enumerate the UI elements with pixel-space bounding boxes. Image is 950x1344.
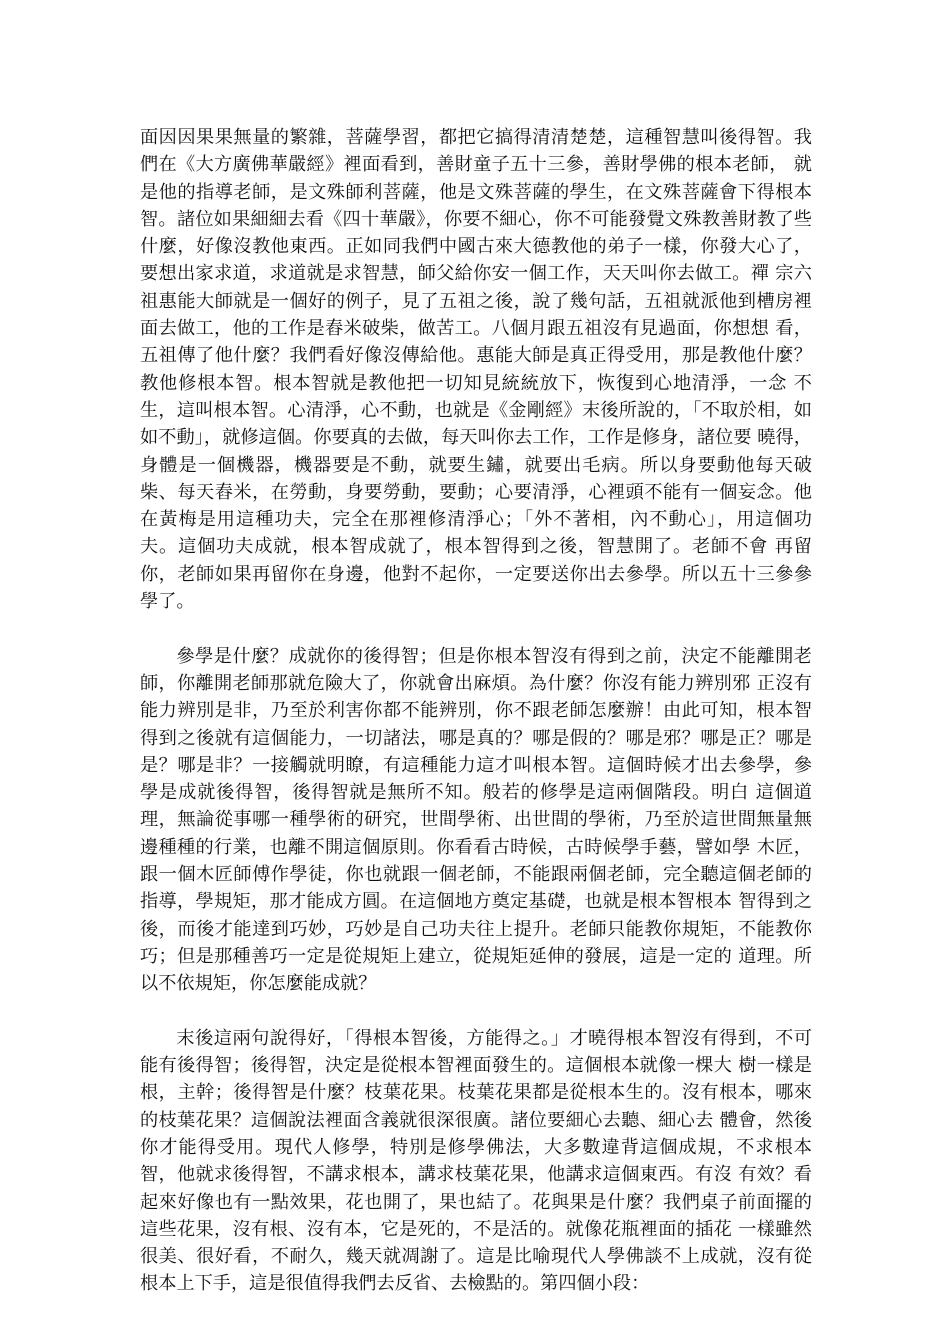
document-page	[140, 124, 812, 1298]
paragraph-1: 面因因果果無量的繁雜，菩薩學習，都把它搞得清清楚楚，這種智慧叫後得智。我們在《大方廣佛華嚴經》裡面看到，善財童子五十三參，善財學佛的根本老師， 就是他的指導老師，是文殊師利菩薩，他是文殊菩薩的學生，在文殊菩薩會下得根本智。諸位如果細細去看《四十華嚴》，你要不細心，你不可能發覺文殊教善財教了些什麼，好像沒教他東西。正如同我們中國古來大德教他的弟子一樣，你發大心了，要想出家求道，求道就是求智慧，師父給你安一個工作，天天叫你去做工。禪 宗六祖惠能大師就是一個好的例子，見了五祖之後，說了幾句話，五祖就派他到槽房裡面去做工，他的工作是舂米破柴，做苦工。八個月跟五祖沒有見過面，你想想 看，五祖傳了他什麼？我們看好像沒傳給他。惠能大師是真正得受用，那是教他什麼？教他修根本智。根本智就是教他把一切知見統統放下，恢復到心地清淨，一念 不生，這叫根本智。心清淨，心不動，也就是《金剛經》末後所說的，「不取於相，如如不動」，就修這個。你要真的去做，每天叫你去工作，工作是修身，諸位要 曉得，身體是一個機器，機器要是不動，就要生鏽，就要出毛病。所以身要動他每天破柴、每天舂米，在勞動，身要勞動，要動；心要清淨，心裡頭不能有一個妄念。他在黃梅是用這種功夫，完全在那裡修清淨心；「外不著相，內不動心」，用這個功夫。這個功夫成就，根本智成就了，根本智得到之後，智慧開了。老師不會 再留你，老師如果再留你在身邊，他對不起你，一定要送你出去參學。所以五十三參參學了。	[140, 127, 812, 613]
paragraph-2: 參學是什麼？成就你的後得智；但是你根本智沒有得到之前，決定不能離開老師，你離開老師那就危險大了，你就會出麻煩。為什麼？你沒有能力辨別邪 正沒有能力辨別是非，乃至於利害你都不能辨別，你不跟老師怎麼辦！由此可知，根本智得到之後就有這個能力，一切諸法，哪是真的？哪是假的？哪是邪？哪是正？哪是是？哪是非？一接觸就明瞭，有這種能力這才叫根本智。這個時候才出去參學，參學是成就後得智，後得智就是無所不知。般若的修學是這兩個階段。明白 這個道理，無論從事哪一種學術的研究，世間學術、出世間的學術，乃至於這世間無量無邊種種的行業，也離不開這個原則。你看看古時候，古時候學手藝，譬如學 木匠，跟一個木匠師傅作學徒，你也就跟一個老師，不能跟兩個老師，完全聽這個老師的指導，學規矩，那才能成方圓。在這個地方奠定基礎，也就是根本智根本 智得到之後，而後才能達到巧妙，巧妙是自己功夫往上提升。老師只能教你規矩，不能教你巧；但是那種善巧一定是從規矩上建立，從規矩延伸的發展，這是一定的 道理。所以不依規矩，你怎麼能成就？	[140, 645, 812, 995]
paragraph-3: 末後這兩句說得好，「得根本智後，方能得之。」才曉得根本智沒有得到，不可能有後得智；後得智，決定是從根本智裡面發生的。這個根本就像一棵大 樹一樣是根，主幹；後得智是什麼？枝葉花果。枝葉花果都是從根本生的。沒有根本，哪來的枝葉花果？這個說法裡面含義就很深很廣。諸位要細心去聽、細心去 體會，然後你才能得受用。現代人修學，特別是修學佛法，大多數違背這個成規，不求根本智，他就求後得智，不講求根本，講求枝葉花果，他講求這個東西。有沒 有效？看起來好像也有一點效果，花也開了，果也結了。花與果是什麼？我們桌子前面擺的這些花果，沒有根、沒有本，它是死的，不是活的。就像花瓶裡面的插花 一樣雖然很美、很好看，不耐久，幾天就凋謝了。這是比喻現代人學佛談不上成就，沒有從根本上下手，這是很值得我們去反省、去檢點的。第四個小段：	[140, 1027, 812, 1295]
